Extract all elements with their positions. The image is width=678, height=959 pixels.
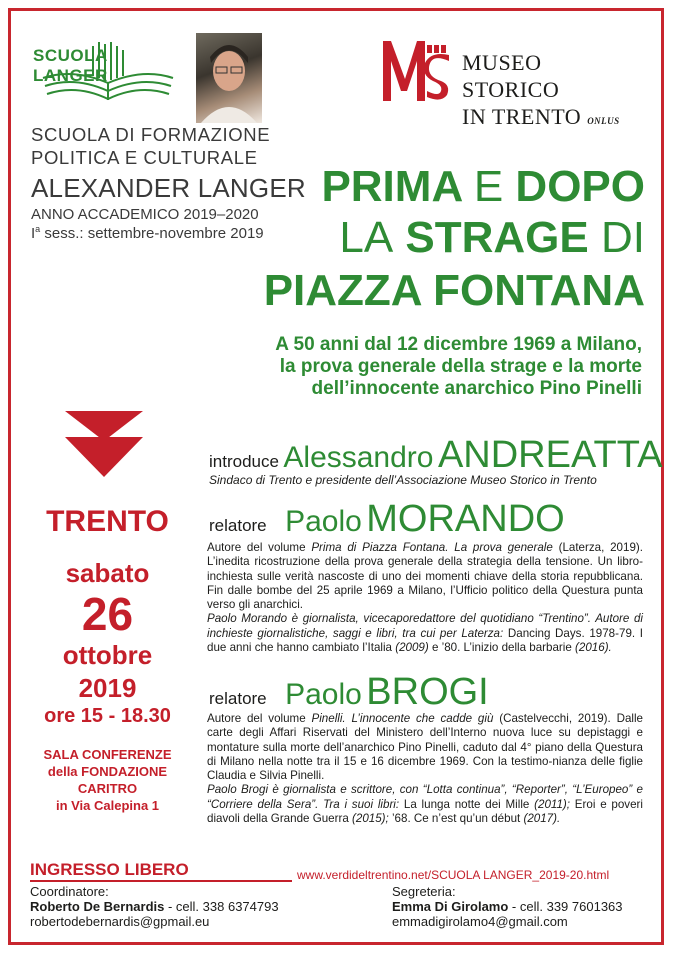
event-venue: SALA CONFERENZE della FONDAZIONE CARITRO in Via Calepina 1 — [43, 747, 172, 813]
secretary-email[interactable]: emmadigirolamo4@gmail.com — [392, 914, 568, 929]
coordinator-email[interactable]: robertodebernardis@gpmail.eu — [30, 914, 210, 929]
school-title-line1: SCUOLA DI FORMAZIONE — [31, 124, 271, 145]
website-link[interactable]: www.verdideltrentino.net/SCUOLA LANGER_2019-20.html — [297, 868, 610, 882]
school-name: ALEXANDER LANGER — [31, 173, 306, 203]
subtitle: A 50 anni dal 12 dicembre 1969 a Milano, la prova generale della strage e la morte dell’innocente anarchico Pino Pinelli — [275, 334, 642, 399]
academic-year: ANNO ACCADEMICO 2019–2020 — [31, 206, 259, 223]
museum-name-line1: MUSEO — [462, 50, 542, 75]
secretary-contact: Emma Di Girolamo - cell. 339 7601363 — [392, 899, 623, 914]
event-day: 26 — [81, 588, 134, 640]
onlus-label: ONLUS — [587, 116, 620, 126]
event-weekday: sabato — [65, 558, 150, 588]
museo-storico-logo — [381, 35, 453, 105]
speaker2-heading: relatore Paolo BROGI — [209, 671, 489, 713]
chevron-down-icon — [65, 411, 143, 477]
event-month: ottobre — [62, 640, 153, 670]
ms-monogram-icon — [381, 35, 453, 105]
title-line1: PRIMA E DOPO — [321, 162, 645, 211]
event-city: TRENTO — [46, 505, 169, 538]
coordinator-contact: Roberto De Bernardis - cell. 338 6374793 — [30, 899, 279, 914]
speaker1-heading: relatore Paolo MORANDO — [209, 498, 565, 540]
intro-description: Sindaco di Trento e presidente dell’Associazione Museo Storico in Trento — [209, 473, 597, 487]
speaker1-bio: Autore del volume Prima di Piazza Fontana. La prova generale (Laterza, 2019). L’inedita ricostruzione della prova generale della strategia della tensione. Un libro-inchiesta sulle verità nascoste di uno dei momenti chiave della storia repubblicana. Fin dalle bombe del 25 aprile 1969 a Milano, l’Ufficio politico della Questura punta verso gli anarchici. Paolo Morando è giornalista, vicecaporedattore del quotidiano “Trentino”. Autore di inchieste giornalistiche, saggi e libri, tra cui per Laterza: Dancing Days. 1978-79. I due anni che hanno cambiato l’Italia (2009) e ’80. L’inizio della barbarie (2016). — [207, 541, 643, 655]
event-year: 2019 — [78, 673, 137, 703]
intro-speaker: introduce Alessandro ANDREATTA — [209, 434, 663, 476]
title-line3: PIAZZA FONTANA — [263, 266, 645, 315]
speaker2-bio: Autore del volume Pinelli. L’innocente che cadde giù (Castelvecchi, 2019). Dalle carte degli Affari Riservati del Ministero dell’Interno nuova luce su depistaggi e montature sulla morte dell’anarchico Pino Pinelli, caduto dal 4° piano della Questura di Milano nella notte tra il 15 e 16 dicembre 1969. Con la testimo-nianza delle figlie Claudia e Silvia Pinelli. Paolo Brogi è giornalista e scrittore, con “Lotta continua”, “Reporter”, “L’Europeo” e “Corriere della Sera”. Tra i suoi libri: La lunga notte dei Mille (2011); Eroi e poveri diavoli della Grande Guerra (2015); ’68. Ce n’est qu’un début (2017). — [207, 712, 643, 826]
secretary-label: Segreteria: — [392, 884, 456, 899]
coordinator-label: Coordinatore: — [30, 884, 109, 899]
museum-name-line3: IN TRENTO ONLUS — [462, 104, 620, 129]
scuola-langer-logo — [33, 38, 183, 113]
footer-divider — [30, 880, 292, 882]
title-line2: LA STRAGE DI — [339, 213, 645, 262]
speaker-photo — [196, 33, 262, 123]
event-time: ore 15 - 18.30 — [44, 705, 171, 727]
free-entry-label: INGRESSO LIBERO — [30, 860, 189, 879]
session-info: $I^a$ sess.: settembre-novembre 2019 — [31, 224, 264, 242]
museum-name-line2: STORICO — [462, 77, 560, 102]
school-title-line2: POLITICA E CULTURALE — [31, 147, 258, 168]
scuola-langer-wordmark: SCUOLA LANGER — [33, 46, 108, 85]
